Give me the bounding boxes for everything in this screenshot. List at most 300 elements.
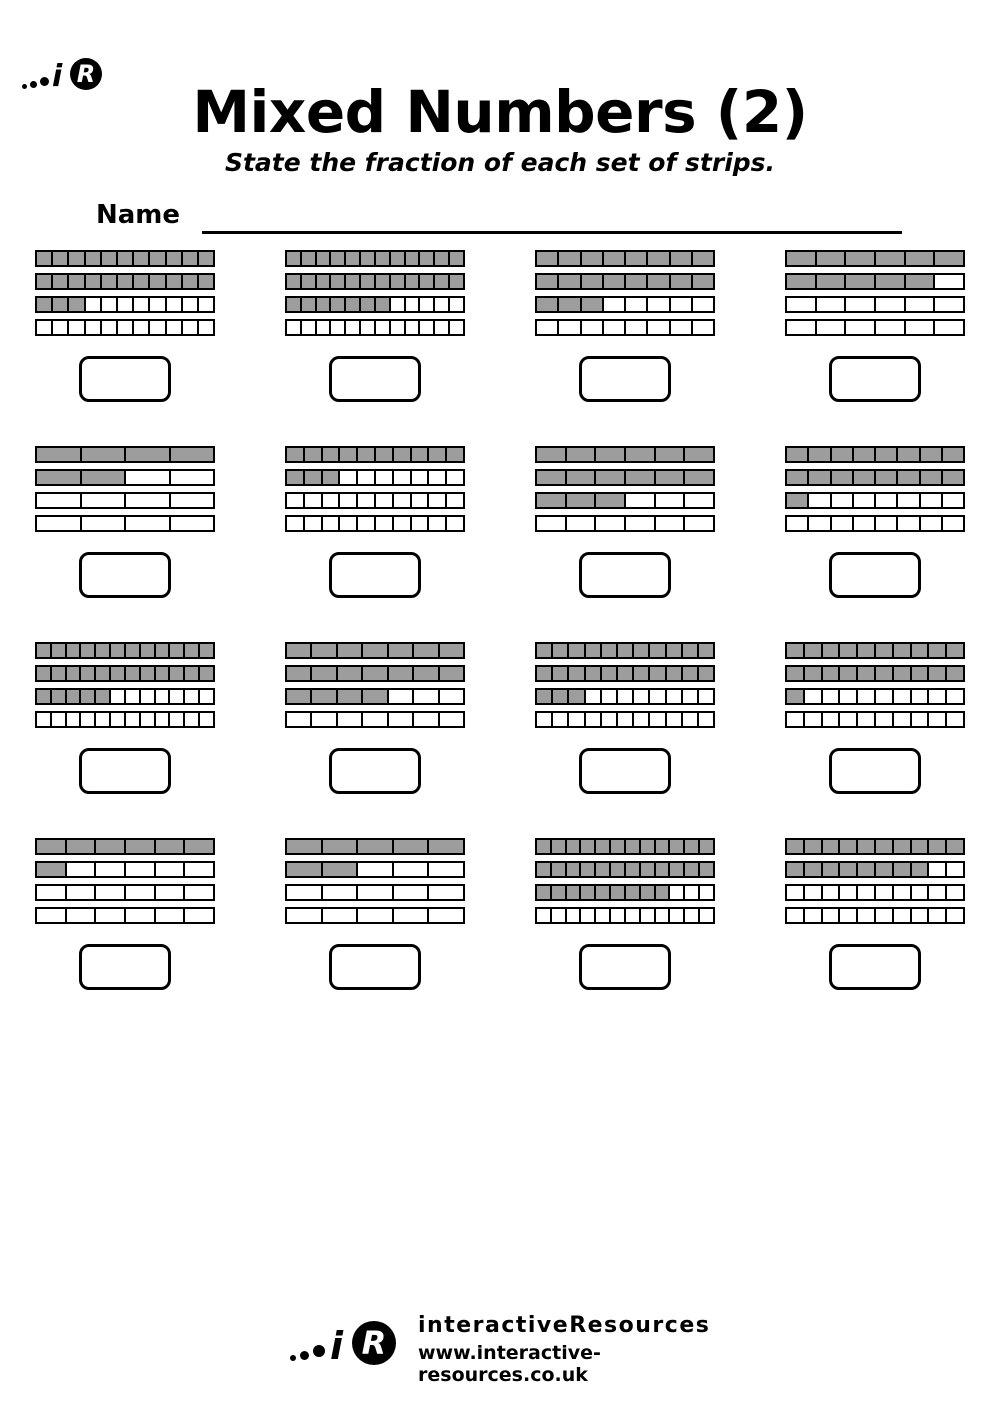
strip-cell-empty bbox=[150, 321, 166, 334]
fraction-strips bbox=[285, 838, 465, 924]
strip-cell-empty bbox=[429, 471, 447, 484]
answer-box[interactable] bbox=[579, 552, 671, 598]
fraction-strips bbox=[535, 446, 715, 532]
logo-letter-i: i bbox=[52, 59, 63, 94]
strip-cell-filled bbox=[567, 840, 582, 853]
strip-cell-empty bbox=[394, 909, 430, 922]
answer-box[interactable] bbox=[329, 944, 421, 990]
strip-cell-filled bbox=[118, 275, 134, 288]
strip-cell-filled bbox=[37, 863, 67, 876]
strip-cell-empty bbox=[323, 886, 359, 899]
strip-cell-empty bbox=[199, 298, 213, 311]
fraction-strip bbox=[535, 446, 715, 463]
strip-cell-empty bbox=[185, 713, 200, 726]
strip-cell-filled bbox=[929, 667, 947, 680]
strip-cell-filled bbox=[943, 471, 963, 484]
strip-cell-filled bbox=[363, 690, 388, 703]
strip-cell-empty bbox=[447, 494, 463, 507]
answer-box[interactable] bbox=[829, 552, 921, 598]
strip-cell-empty bbox=[302, 321, 317, 334]
strip-cell-filled bbox=[699, 667, 713, 680]
strip-cell-filled bbox=[199, 275, 213, 288]
strip-cell-filled bbox=[450, 275, 463, 288]
fraction-strip bbox=[35, 838, 215, 855]
strip-cell-filled bbox=[82, 471, 127, 484]
strip-cell-filled bbox=[156, 667, 171, 680]
strip-cell-filled bbox=[394, 840, 430, 853]
strip-cell-filled bbox=[947, 644, 963, 657]
strip-cell-empty bbox=[358, 494, 376, 507]
strip-cell-filled bbox=[317, 252, 332, 265]
strip-cell-empty bbox=[650, 713, 666, 726]
fraction-strip bbox=[35, 319, 215, 336]
answer-box[interactable] bbox=[579, 944, 671, 990]
strip-cell-empty bbox=[134, 321, 150, 334]
strip-cell-empty bbox=[440, 713, 463, 726]
strip-cell-filled bbox=[567, 863, 582, 876]
strip-cell-empty bbox=[37, 494, 82, 507]
page-title: Mixed Numbers (2) bbox=[192, 78, 808, 146]
answer-box[interactable] bbox=[829, 748, 921, 794]
strip-cell-empty bbox=[537, 713, 553, 726]
strip-cell-empty bbox=[693, 298, 713, 311]
strip-cell-filled bbox=[685, 448, 713, 461]
fraction-strip bbox=[535, 469, 715, 486]
strip-cell-filled bbox=[170, 667, 185, 680]
answer-box[interactable] bbox=[79, 356, 171, 402]
answer-box[interactable] bbox=[579, 356, 671, 402]
strip-cell-filled bbox=[650, 644, 666, 657]
strip-cell-empty bbox=[929, 863, 947, 876]
strip-cell-empty bbox=[52, 713, 67, 726]
question-7 bbox=[500, 446, 750, 598]
strip-cell-filled bbox=[331, 298, 346, 311]
strip-cell-empty bbox=[363, 713, 388, 726]
strip-cell-filled bbox=[37, 252, 53, 265]
strip-cell-filled bbox=[81, 644, 96, 657]
strip-cell-filled bbox=[134, 252, 150, 265]
strip-cell-filled bbox=[200, 667, 213, 680]
strip-cell-filled bbox=[156, 644, 171, 657]
strip-cell-empty bbox=[626, 494, 656, 507]
strip-cell-empty bbox=[641, 909, 656, 922]
strip-cell-filled bbox=[37, 298, 53, 311]
strip-cell-empty bbox=[414, 713, 439, 726]
strip-cell-filled bbox=[553, 690, 569, 703]
strip-cell-filled bbox=[185, 667, 200, 680]
strip-cell-filled bbox=[876, 644, 894, 657]
strip-cell-filled bbox=[656, 448, 686, 461]
strip-cell-filled bbox=[150, 275, 166, 288]
strip-cell-empty bbox=[700, 909, 713, 922]
strip-cell-filled bbox=[921, 448, 943, 461]
strip-cell-empty bbox=[67, 886, 97, 899]
logo-letter-i: i bbox=[330, 1324, 344, 1368]
fraction-strip bbox=[285, 884, 465, 901]
strip-cell-filled bbox=[876, 863, 894, 876]
strip-cell-empty bbox=[86, 298, 102, 311]
fraction-strip bbox=[35, 469, 215, 486]
strip-cell-filled bbox=[287, 644, 312, 657]
strip-cell-filled bbox=[912, 667, 930, 680]
strip-cell-empty bbox=[171, 494, 214, 507]
strip-cell-empty bbox=[805, 690, 823, 703]
fraction-strip bbox=[535, 688, 715, 705]
strip-cell-filled bbox=[641, 886, 656, 899]
strip-cell-empty bbox=[450, 298, 463, 311]
strip-cell-empty bbox=[141, 690, 156, 703]
question-11 bbox=[500, 642, 750, 794]
strip-cell-filled bbox=[947, 840, 963, 853]
strip-cell-empty bbox=[947, 713, 963, 726]
strip-cell-empty bbox=[37, 909, 67, 922]
strip-cell-filled bbox=[611, 863, 626, 876]
strip-cell-filled bbox=[582, 275, 604, 288]
strip-cell-empty bbox=[141, 713, 156, 726]
strip-cell-filled bbox=[611, 886, 626, 899]
strip-cell-filled bbox=[586, 667, 602, 680]
question-row bbox=[0, 250, 1000, 402]
strip-cell-filled bbox=[389, 644, 414, 657]
strip-cell-filled bbox=[96, 690, 111, 703]
strip-cell-filled bbox=[840, 644, 858, 657]
fraction-strip bbox=[285, 515, 465, 532]
strip-cell-empty bbox=[126, 494, 171, 507]
fraction-strip bbox=[285, 711, 465, 728]
fraction-strip bbox=[785, 446, 965, 463]
strip-cell-empty bbox=[358, 471, 376, 484]
strip-cell-empty bbox=[537, 517, 567, 530]
strip-cell-filled bbox=[947, 667, 963, 680]
strip-cell-empty bbox=[435, 298, 450, 311]
answer-box[interactable] bbox=[329, 552, 421, 598]
answer-box[interactable] bbox=[79, 944, 171, 990]
strip-cell-filled bbox=[185, 840, 213, 853]
strip-cell-filled bbox=[667, 667, 683, 680]
strip-cell-filled bbox=[685, 863, 700, 876]
strip-cell-filled bbox=[858, 644, 876, 657]
strip-cell-empty bbox=[823, 690, 841, 703]
strip-cell-filled bbox=[858, 667, 876, 680]
strip-cell-filled bbox=[582, 298, 604, 311]
strip-cell-filled bbox=[312, 690, 337, 703]
strip-cell-empty bbox=[947, 863, 963, 876]
strip-cell-empty bbox=[391, 321, 406, 334]
strip-cell-filled bbox=[626, 471, 656, 484]
answer-box[interactable] bbox=[79, 748, 171, 794]
strip-cell-filled bbox=[67, 690, 82, 703]
strip-cell-empty bbox=[414, 690, 439, 703]
strip-cell-empty bbox=[626, 909, 641, 922]
strip-cell-empty bbox=[361, 321, 376, 334]
strip-cell-filled bbox=[447, 448, 463, 461]
strip-cell-filled bbox=[376, 298, 391, 311]
strip-cell-filled bbox=[596, 494, 626, 507]
strip-cell-empty bbox=[935, 298, 963, 311]
strip-cell-empty bbox=[156, 863, 186, 876]
strip-cell-empty bbox=[450, 321, 463, 334]
strip-cell-empty bbox=[171, 517, 214, 530]
strip-cell-filled bbox=[929, 840, 947, 853]
question-12 bbox=[750, 642, 1000, 794]
strip-cell-filled bbox=[81, 690, 96, 703]
strip-cell-filled bbox=[67, 840, 97, 853]
strip-cell-empty bbox=[876, 690, 894, 703]
question-8 bbox=[750, 446, 1000, 598]
fraction-strips bbox=[785, 642, 965, 728]
fraction-strip bbox=[35, 492, 215, 509]
strip-cell-filled bbox=[787, 644, 805, 657]
strip-cell-filled bbox=[787, 275, 817, 288]
strip-cell-filled bbox=[406, 252, 421, 265]
strip-cell-filled bbox=[376, 252, 391, 265]
answer-box[interactable] bbox=[329, 748, 421, 794]
strip-cell-filled bbox=[111, 644, 126, 657]
strip-cell-filled bbox=[670, 840, 685, 853]
strip-cell-empty bbox=[567, 909, 582, 922]
strip-cell-empty bbox=[37, 886, 67, 899]
strip-cell-empty bbox=[185, 886, 213, 899]
fraction-strip bbox=[35, 642, 215, 659]
strip-cell-filled bbox=[302, 275, 317, 288]
strip-cell-empty bbox=[894, 909, 912, 922]
question-5 bbox=[0, 446, 250, 598]
strip-cell-filled bbox=[287, 667, 312, 680]
strip-cell-empty bbox=[823, 713, 841, 726]
strip-cell-filled bbox=[602, 667, 618, 680]
strip-cell-filled bbox=[53, 298, 69, 311]
strip-cell-empty bbox=[823, 909, 841, 922]
fraction-strip bbox=[285, 319, 465, 336]
fraction-strip bbox=[535, 273, 715, 290]
strip-cell-empty bbox=[126, 471, 171, 484]
strip-cell-empty bbox=[156, 909, 186, 922]
fraction-strip bbox=[785, 469, 965, 486]
strip-cell-filled bbox=[96, 840, 126, 853]
strip-cell-filled bbox=[361, 252, 376, 265]
strip-cell-filled bbox=[832, 448, 854, 461]
footer-website[interactable]: www.interactive-resources.co.uk bbox=[418, 1342, 601, 1386]
fraction-strip bbox=[785, 319, 965, 336]
strip-cell-filled bbox=[346, 298, 361, 311]
strip-cell-empty bbox=[429, 863, 463, 876]
fraction-strip bbox=[535, 711, 715, 728]
strip-cell-filled bbox=[596, 448, 626, 461]
strip-cell-filled bbox=[537, 494, 567, 507]
strip-cell-empty bbox=[693, 321, 713, 334]
strip-cell-empty bbox=[406, 298, 421, 311]
strip-cell-empty bbox=[787, 713, 805, 726]
fraction-strip bbox=[535, 296, 715, 313]
strip-cell-filled bbox=[832, 471, 854, 484]
strip-cell-filled bbox=[876, 252, 906, 265]
strip-cell-empty bbox=[389, 690, 414, 703]
strip-cell-filled bbox=[394, 448, 412, 461]
strip-cell-empty bbox=[787, 298, 817, 311]
fraction-strip bbox=[785, 296, 965, 313]
strip-cell-filled bbox=[559, 252, 581, 265]
strip-cell-empty bbox=[102, 321, 118, 334]
strip-cell-filled bbox=[141, 667, 156, 680]
fraction-strip bbox=[35, 907, 215, 924]
strip-cell-filled bbox=[126, 667, 141, 680]
fraction-strip bbox=[285, 861, 465, 878]
strip-cell-empty bbox=[582, 321, 604, 334]
strip-cell-filled bbox=[876, 840, 894, 853]
question-16 bbox=[750, 838, 1000, 990]
strip-cell-empty bbox=[929, 886, 947, 899]
fraction-strip bbox=[35, 250, 215, 267]
strip-cell-empty bbox=[840, 886, 858, 899]
strip-cell-filled bbox=[596, 863, 611, 876]
strip-cell-filled bbox=[787, 690, 805, 703]
strip-cell-empty bbox=[391, 298, 406, 311]
strip-cell-filled bbox=[37, 690, 52, 703]
strip-cell-empty bbox=[596, 909, 611, 922]
strip-cell-filled bbox=[346, 275, 361, 288]
fraction-strip bbox=[285, 296, 465, 313]
strip-cell-filled bbox=[787, 471, 809, 484]
strip-cell-empty bbox=[699, 690, 713, 703]
strip-cell-filled bbox=[581, 886, 596, 899]
fraction-strip bbox=[285, 907, 465, 924]
fraction-strip bbox=[285, 688, 465, 705]
name-input-line[interactable] bbox=[202, 231, 902, 234]
strip-cell-empty bbox=[170, 690, 185, 703]
strip-cell-empty bbox=[323, 494, 341, 507]
strip-cell-filled bbox=[361, 298, 376, 311]
strip-cell-empty bbox=[569, 713, 585, 726]
strip-cell-empty bbox=[667, 713, 683, 726]
strip-cell-empty bbox=[312, 713, 337, 726]
strip-cell-empty bbox=[37, 517, 82, 530]
strip-cell-empty bbox=[412, 471, 430, 484]
strip-cell-filled bbox=[626, 863, 641, 876]
strip-cell-empty bbox=[358, 863, 394, 876]
strip-cell-empty bbox=[648, 298, 670, 311]
fraction-strip bbox=[785, 688, 965, 705]
strip-cell-empty bbox=[809, 494, 831, 507]
strip-cell-empty bbox=[832, 517, 854, 530]
strip-cell-filled bbox=[552, 840, 567, 853]
strip-cell-filled bbox=[586, 644, 602, 657]
strip-cell-empty bbox=[929, 909, 947, 922]
strip-cell-filled bbox=[858, 863, 876, 876]
strip-cell-empty bbox=[346, 321, 361, 334]
strip-cell-filled bbox=[787, 667, 805, 680]
strip-cell-empty bbox=[817, 321, 847, 334]
answer-box[interactable] bbox=[579, 748, 671, 794]
fraction-strip bbox=[35, 711, 215, 728]
strip-cell-filled bbox=[435, 275, 450, 288]
fraction-strip bbox=[785, 665, 965, 682]
strip-cell-empty bbox=[323, 517, 341, 530]
strip-cell-empty bbox=[858, 713, 876, 726]
strip-cell-filled bbox=[537, 886, 552, 899]
fraction-strip bbox=[285, 250, 465, 267]
strip-cell-filled bbox=[67, 644, 82, 657]
strip-cell-empty bbox=[420, 298, 435, 311]
answer-box[interactable] bbox=[829, 944, 921, 990]
strip-cell-filled bbox=[685, 840, 700, 853]
strip-cell-empty bbox=[858, 690, 876, 703]
strip-cell-filled bbox=[611, 840, 626, 853]
strip-cell-empty bbox=[156, 690, 171, 703]
strip-cell-filled bbox=[805, 667, 823, 680]
strip-cell-filled bbox=[648, 275, 670, 288]
strip-cell-empty bbox=[832, 494, 854, 507]
strip-cell-empty bbox=[858, 909, 876, 922]
strip-cell-filled bbox=[552, 886, 567, 899]
strip-cell-filled bbox=[569, 667, 585, 680]
strip-cell-empty bbox=[921, 494, 943, 507]
strip-cell-empty bbox=[671, 321, 693, 334]
strip-cell-empty bbox=[840, 690, 858, 703]
strip-cell-empty bbox=[943, 494, 963, 507]
strip-cell-empty bbox=[287, 886, 323, 899]
strip-cell-filled bbox=[805, 863, 823, 876]
strip-cell-filled bbox=[787, 863, 805, 876]
page-subtitle: State the fraction of each set of strips. bbox=[224, 148, 776, 177]
strip-cell-filled bbox=[338, 644, 363, 657]
question-row bbox=[0, 446, 1000, 598]
strip-cell-empty bbox=[846, 298, 876, 311]
strip-cell-filled bbox=[912, 863, 930, 876]
strip-cell-filled bbox=[693, 275, 713, 288]
strip-cell-filled bbox=[312, 644, 337, 657]
strip-cell-filled bbox=[323, 863, 359, 876]
answer-box[interactable] bbox=[79, 552, 171, 598]
strip-cell-empty bbox=[170, 713, 185, 726]
strip-cell-filled bbox=[429, 448, 447, 461]
strip-cell-filled bbox=[626, 840, 641, 853]
strip-cell-empty bbox=[805, 909, 823, 922]
strip-cell-filled bbox=[581, 840, 596, 853]
strip-cell-filled bbox=[537, 667, 553, 680]
answer-box[interactable] bbox=[329, 356, 421, 402]
strip-cell-empty bbox=[394, 494, 412, 507]
strip-cell-empty bbox=[376, 517, 394, 530]
strip-cell-empty bbox=[37, 321, 53, 334]
answer-box[interactable] bbox=[829, 356, 921, 402]
strip-cell-empty bbox=[394, 863, 430, 876]
strip-cell-filled bbox=[581, 863, 596, 876]
strip-cell-empty bbox=[429, 517, 447, 530]
strip-cell-filled bbox=[634, 644, 650, 657]
strip-cell-empty bbox=[287, 494, 305, 507]
strip-cell-empty bbox=[935, 275, 963, 288]
strip-cell-empty bbox=[906, 321, 936, 334]
strip-cell-empty bbox=[82, 517, 127, 530]
strip-cell-filled bbox=[787, 448, 809, 461]
strip-cell-empty bbox=[150, 298, 166, 311]
strip-cell-empty bbox=[602, 713, 618, 726]
strip-cell-filled bbox=[81, 667, 96, 680]
strip-cell-filled bbox=[126, 448, 171, 461]
strip-cell-filled bbox=[171, 448, 214, 461]
fraction-strips bbox=[785, 446, 965, 532]
strip-cell-empty bbox=[96, 863, 126, 876]
strip-cell-empty bbox=[618, 690, 634, 703]
strip-cell-filled bbox=[323, 840, 359, 853]
strip-cell-filled bbox=[361, 275, 376, 288]
strip-cell-filled bbox=[552, 863, 567, 876]
strip-cell-empty bbox=[787, 321, 817, 334]
strip-cell-filled bbox=[52, 667, 67, 680]
strip-cell-filled bbox=[921, 471, 943, 484]
strip-cell-filled bbox=[840, 667, 858, 680]
strip-cell-empty bbox=[854, 494, 876, 507]
